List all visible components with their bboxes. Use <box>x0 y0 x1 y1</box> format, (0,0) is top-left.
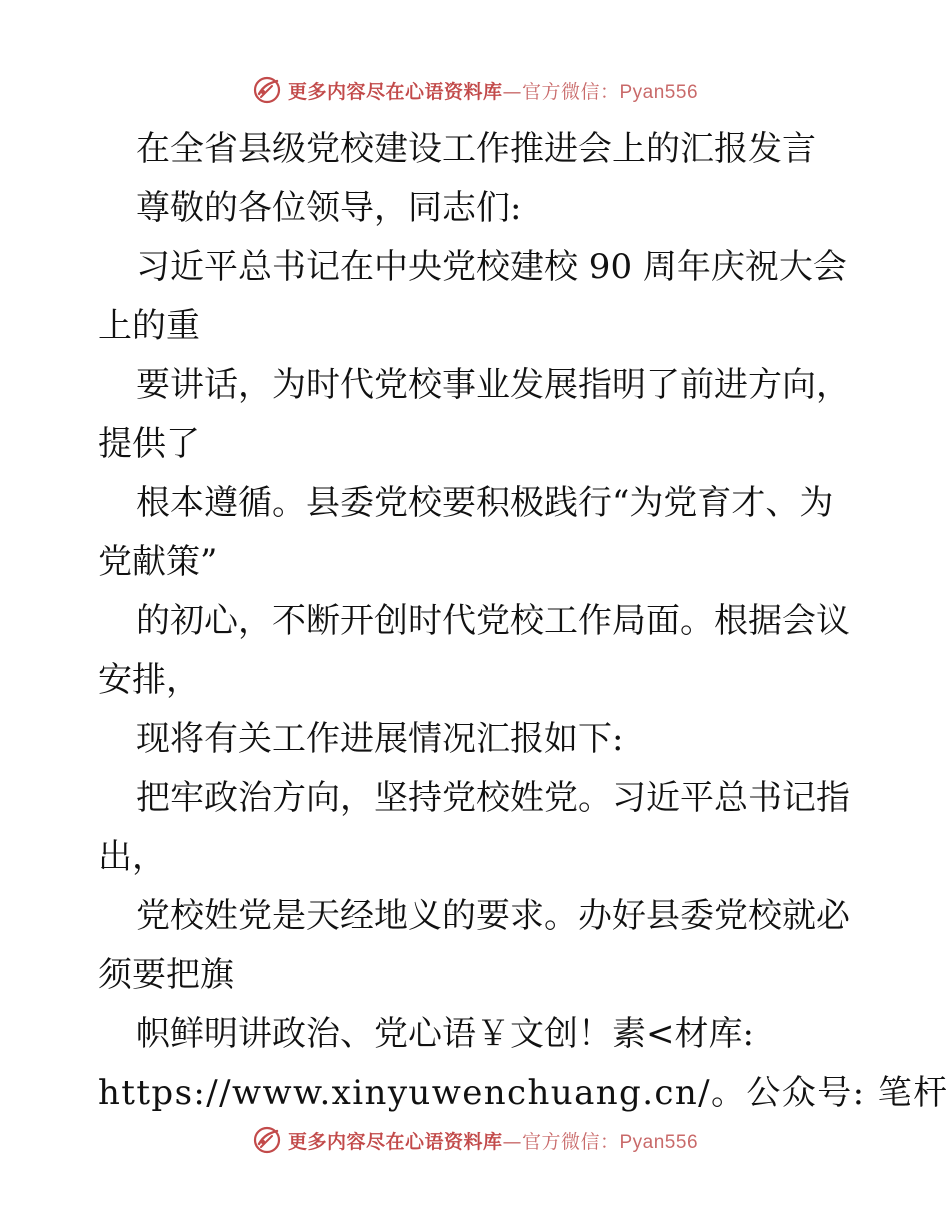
footer-watermark-prefix: 更多内容尽在心语资料库 <box>287 1130 503 1153</box>
brand-logo-icon <box>252 75 282 105</box>
body-line: 帜鲜明讲政治、党心语￥文创！素<材库: <box>136 1014 754 1054</box>
document-body <box>98 120 949 1123</box>
header-watermark-separator: — <box>502 80 522 103</box>
body-line: 要讲话，为时代党校事业发展指明了前进方向， <box>136 365 850 405</box>
body-line: 习近平总书记在中央党校建校 90 周年庆祝大会 <box>136 247 847 287</box>
body-line: 上的重 <box>98 306 200 346</box>
website-url-line: https://www.xinyuwenchuang.cn/。公众号: 笔杆 <box>98 1073 949 1113</box>
footer-watermark-suffix: 官方微信： <box>521 1130 620 1153</box>
body-line: 出， <box>98 837 166 877</box>
body-line: 提供了 <box>98 424 200 464</box>
footer-watermark-text <box>288 1127 698 1154</box>
footer-wechat-id: Pyan556 <box>619 1131 699 1153</box>
brand-logo-icon <box>252 1125 282 1155</box>
header-watermark-suffix: 官方微信： <box>521 80 620 103</box>
footer-watermark <box>0 1120 950 1160</box>
header-watermark <box>0 70 950 110</box>
header-wechat-id: Pyan556 <box>619 81 699 103</box>
header-watermark-text <box>288 77 698 104</box>
footer-watermark-separator: — <box>502 1130 522 1153</box>
body-line: 现将有关工作进展情况汇报如下: <box>136 719 624 759</box>
body-line: 党献策” <box>98 542 218 582</box>
body-line: 根本遵循。县委党校要积极践行“为党育才、为 <box>136 483 834 523</box>
body-line: 的初心，不断开创时代党校工作局面。根据会议 <box>136 601 850 641</box>
header-watermark-prefix: 更多内容尽在心语资料库 <box>287 80 503 103</box>
salutation: 尊敬的各位领导，同志们: <box>136 188 522 228</box>
section-heading-line: 把牢政治方向，坚持党校姓党。习近平总书记指 <box>136 778 850 818</box>
body-line: 须要把旗 <box>98 955 234 995</box>
body-line: 安排， <box>98 660 200 700</box>
body-line: 党校姓党是天经地义的要求。办好县委党校就必 <box>136 896 850 936</box>
document-title: 在全省县级党校建设工作推进会上的汇报发言 <box>136 129 816 169</box>
